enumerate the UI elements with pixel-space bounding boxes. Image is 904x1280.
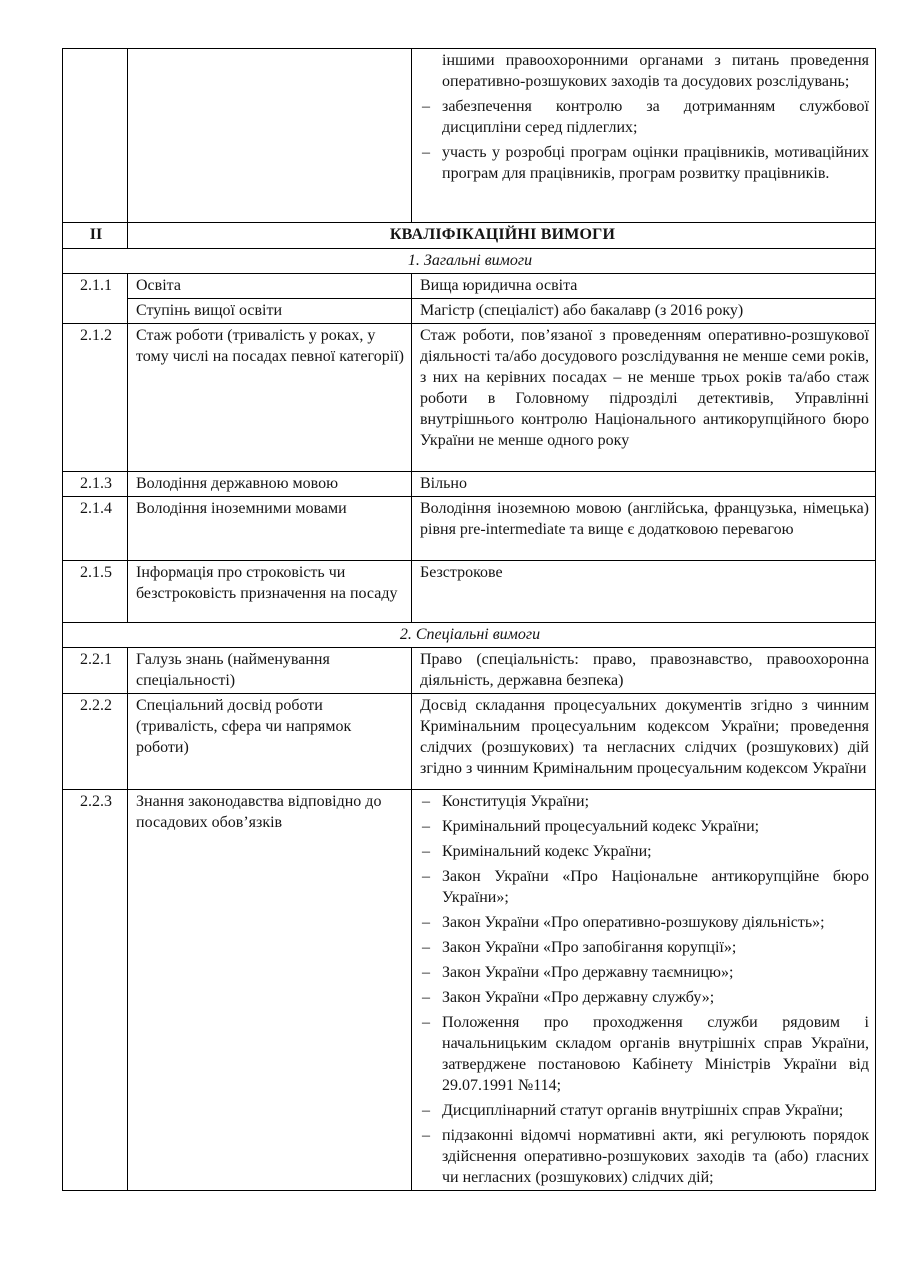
row-section-special [63,623,876,648]
cell-number: 2.2.3 [63,790,128,1191]
list-dash: – [422,989,430,1006]
row-duties-continuation [63,49,876,223]
row-2-1-1-education [63,274,876,299]
list-dash: – [422,939,430,956]
cell-value: Магістр (спеціаліст) або бакалавр (з 2016 року) [412,299,876,324]
cell-label: Знання законодавства відповідно до посадових обов’язків [128,790,412,1191]
list-item [420,866,869,908]
list-item-text: Конституція України; [442,793,590,810]
list-item-text: Закон України «Про запобігання корупції»; [442,939,737,956]
list-dash: – [422,914,430,931]
list-dash: – [422,98,430,115]
cell-value: Володіння іноземною мовою (англійська, французька, німецька) рівня pre-intermediate та вище є додатковою перевагою [412,497,876,561]
row-2-1-3-state-language [63,472,876,497]
cell-label: Освіта [128,274,412,299]
list-dash: – [422,793,430,810]
cell-number: 2.1.4 [63,497,128,561]
list-item [420,841,869,862]
list-dash: – [422,843,430,860]
row-2-1-4-foreign-languages [63,497,876,561]
list-item [420,791,869,812]
cell-label: Галузь знань (найменування спеціальності) [128,648,412,694]
list-item-text: Закон України «Про Національне антикорупційне бюро України»; [442,868,869,906]
cell-label: Стаж роботи (тривалість у роках, у тому числі на посадах певної категорії) [128,324,412,472]
list-dash-empty [420,50,442,92]
list-item [420,816,869,837]
row-2-2-1-field-of-knowledge [63,648,876,694]
cell-value: Стаж роботи, пов’язаної з проведенням оперативно-розшукової діяльності та/або досудового розслідування не менше семи років, з них на керівних посадах – не менше трьох років та/або стаж роботи в Головному підрозділі детективів, Управлінні внутрішнього контролю Національного антикорупційного бюро України не менше одного року [412,324,876,472]
list-dash: – [422,144,430,161]
cell-label: Ступінь вищої освіти [128,299,412,324]
section-general-title: 1. Загальні вимоги [63,249,876,274]
list-item-text: іншими правоохоронними органами з питань проведення оперативно-розшукових заходів та досудових розслідувань; [442,52,869,90]
list-item-text: підзаконні відомчі нормативні акти, які регулюють порядок здійснення оперативно-розшукових заходів та (або) гласних чи негласних (розшукових) слідчих дій; [442,1127,869,1186]
list-dash: – [422,818,430,835]
list-item-text: участь у розробці програм оцінки працівників, мотиваційних програм для працівників, програм розвитку працівників. [442,144,869,182]
list-item [420,142,869,184]
cell-number: 2.1.1 [63,274,128,324]
cell-value: Вища юридична освіта [412,274,876,299]
cell-duties-list [412,49,876,223]
qualification-requirements-table [62,48,876,1191]
cell-label-empty [128,49,412,223]
list-dash: – [422,1014,430,1031]
legislation-list [420,791,869,1188]
list-item [420,962,869,983]
section-special-title: 2. Спеціальні вимоги [63,623,876,648]
list-item-text: Кримінальний кодекс України; [442,843,652,860]
list-item-text: забезпечення контролю за дотриманням службової дисципліни серед підлеглих; [442,98,869,136]
cell-value: Досвід складання процесуальних документів згідно з чинним Кримінальним процесуальним кодексом України; проведення слідчих (розшукових) та негласних слідчих (розшукових) дій згідно з чинним Кримінальним процесуальним кодексом України [412,694,876,790]
cell-value: Вільно [412,472,876,497]
list-item-text: Закон України «Про оперативно-розшукову діяльність»; [442,914,825,931]
list-item-text: Положення про проходження служби рядовим і начальницьким складом органів внутрішніх справ України, затверджене постановою Кабінету Міністрів України від 29.07.1991 №114; [442,1014,869,1094]
cell-number: 2.1.3 [63,472,128,497]
cell-label: Інформація про строковість чи безстроковість призначення на посаду [128,561,412,623]
cell-value: Право (спеціальність: право, правознавство, правоохоронна діяльність, державна безпека) [412,648,876,694]
cell-label: Володіння державною мовою [128,472,412,497]
cell-number-empty [63,49,128,223]
cell-number: 2.2.2 [63,694,128,790]
list-item [420,912,869,933]
list-item [420,937,869,958]
list-item [420,96,869,138]
row-part-2-heading [63,223,876,249]
cell-number: 2.1.2 [63,324,128,472]
list-item [420,1125,869,1188]
list-item [420,987,869,1008]
part-title: КВАЛІФІКАЦІЙНІ ВИМОГИ [128,223,876,249]
row-2-1-5-term [63,561,876,623]
list-item [420,50,869,92]
cell-number: 2.2.1 [63,648,128,694]
list-dash: – [422,868,430,885]
list-dash: – [422,1102,430,1119]
list-dash: – [422,1127,430,1144]
row-2-2-3-legislation-knowledge [63,790,876,1191]
cell-value: Безстрокове [412,561,876,623]
list-item-text: Закон України «Про державну таємницю»; [442,964,734,981]
row-section-general [63,249,876,274]
cell-label: Спеціальний досвід роботи (тривалість, сфера чи напрямок роботи) [128,694,412,790]
list-item [420,1100,869,1121]
cell-label: Володіння іноземними мовами [128,497,412,561]
part-number: II [63,223,128,249]
list-item-text: Кримінальний процесуальний кодекс України; [442,818,760,835]
list-item-text: Закон України «Про державну службу»; [442,989,715,1006]
list-item [420,1012,869,1096]
row-2-1-2-experience [63,324,876,472]
cell-number: 2.1.5 [63,561,128,623]
cell-legislation-list [412,790,876,1191]
list-item-text: Дисциплінарний статут органів внутрішніх справ України; [442,1102,844,1119]
row-2-1-1-degree [63,299,876,324]
row-2-2-2-special-experience [63,694,876,790]
duties-list [420,50,869,184]
list-dash: – [422,964,430,981]
